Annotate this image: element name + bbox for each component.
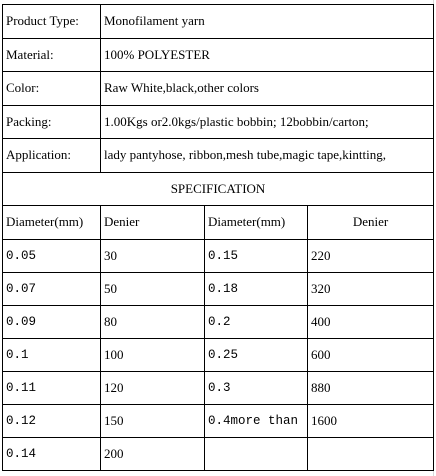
spec-row (3, 272, 434, 305)
denier-cell (308, 437, 434, 470)
diameter-cell: 0.07 (3, 272, 101, 305)
diameter-cell: 0.1 (3, 338, 101, 371)
denier-cell: 120 (101, 371, 205, 404)
diameter-cell: 0.11 (3, 371, 101, 404)
info-row-application (3, 139, 434, 173)
info-row-packing (3, 105, 434, 139)
info-label: Product Type: (3, 5, 101, 39)
denier-cell: 50 (101, 272, 205, 305)
denier-cell: 100 (101, 338, 205, 371)
denier-cell: 30 (101, 239, 205, 272)
diameter-cell: 0.15 (205, 239, 308, 272)
diameter-cell: 0.18 (205, 272, 308, 305)
spec-title: SPECIFICATION (3, 172, 434, 206)
denier-cell: 1600 (308, 404, 434, 437)
info-value: 1.00Kgs or2.0kgs/plastic bobbin; 12bobbin/carton; (101, 105, 434, 139)
spec-row (3, 239, 434, 272)
diameter-cell: 0.09 (3, 305, 101, 338)
info-label: Packing: (3, 105, 101, 139)
denier-cell: 150 (101, 404, 205, 437)
diameter-cell: 0.4more than (205, 404, 308, 437)
diameter-cell: 0.14 (3, 437, 101, 470)
denier-cell: 600 (308, 338, 434, 371)
spec-header-diameter: Diameter(mm) (205, 206, 308, 240)
diameter-cell: 0.25 (205, 338, 308, 371)
spec-row (3, 437, 434, 470)
info-value: Monofilament yarn (101, 5, 434, 39)
denier-cell: 80 (101, 305, 205, 338)
diameter-cell: 0.05 (3, 239, 101, 272)
denier-cell: 880 (308, 371, 434, 404)
denier-cell: 200 (101, 437, 205, 470)
denier-cell: 220 (308, 239, 434, 272)
info-row-color (3, 72, 434, 106)
diameter-cell: 0.2 (205, 305, 308, 338)
spec-header-denier: Denier (101, 206, 205, 240)
denier-cell: 320 (308, 272, 434, 305)
info-row-material (3, 38, 434, 72)
info-value: Raw White,black,other colors (101, 72, 434, 106)
spec-row (3, 371, 434, 404)
product-spec-table (2, 4, 434, 471)
denier-cell: 400 (308, 305, 434, 338)
spec-title-row (3, 172, 434, 206)
spec-row (3, 404, 434, 437)
info-value: lady pantyhose, ribbon,mesh tube,magic tape,kintting, (101, 139, 434, 173)
spec-header-row (3, 206, 434, 240)
spec-header-diameter: Diameter(mm) (3, 206, 101, 240)
spec-row (3, 338, 434, 371)
spec-row (3, 305, 434, 338)
info-label: Color: (3, 72, 101, 106)
info-value: 100% POLYESTER (101, 38, 434, 72)
diameter-cell: 0.3 (205, 371, 308, 404)
info-label: Application: (3, 139, 101, 173)
diameter-cell (205, 437, 308, 470)
spec-header-denier: Denier (308, 206, 434, 240)
diameter-cell: 0.12 (3, 404, 101, 437)
info-row-product-type (3, 5, 434, 39)
info-label: Material: (3, 38, 101, 72)
